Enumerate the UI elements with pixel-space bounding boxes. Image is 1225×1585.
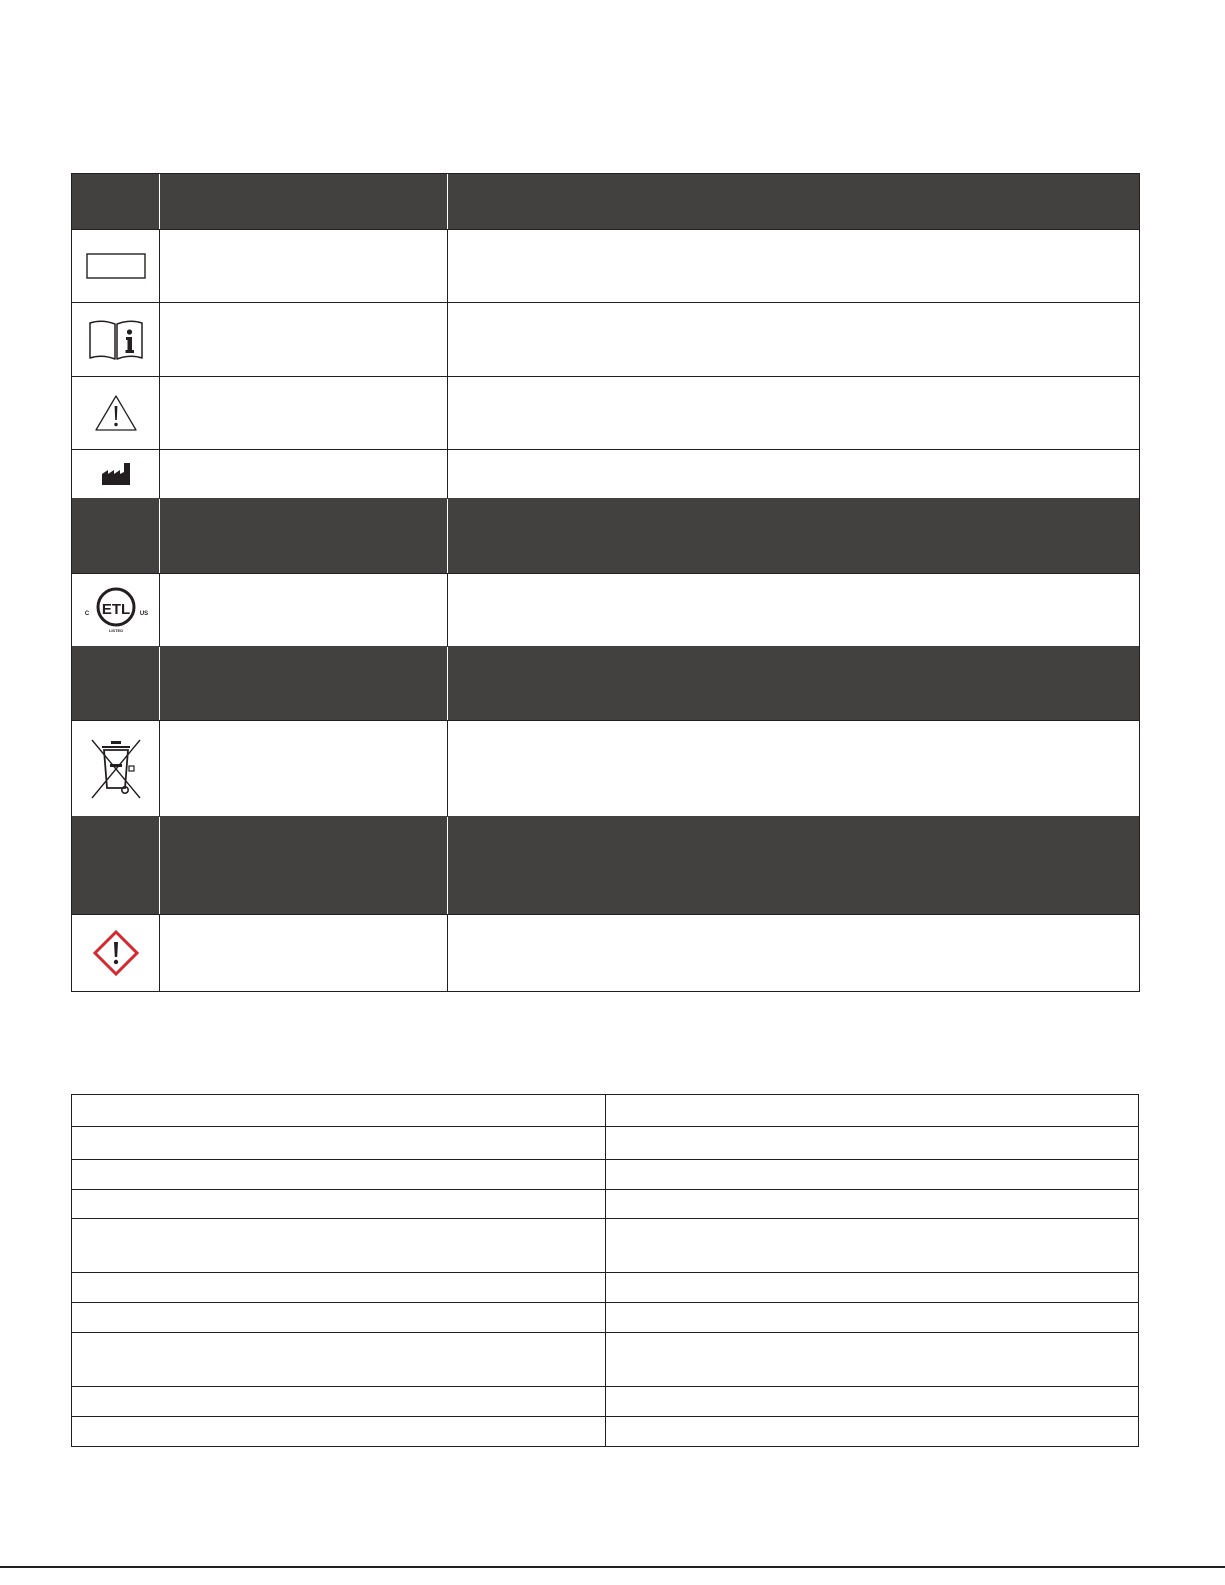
- spec-key: [72, 1303, 606, 1332]
- spec-key: [72, 1333, 606, 1386]
- spec-value: [606, 1190, 1138, 1218]
- symbols-table-header: [72, 174, 1139, 229]
- spec-row: [72, 1386, 1138, 1416]
- symbol-title: [160, 230, 448, 302]
- symbol-row: [72, 914, 1139, 991]
- spec-row: [72, 1189, 1138, 1218]
- section-description: [448, 647, 1139, 720]
- symbol-row: [72, 449, 1139, 498]
- spec-value: [606, 1095, 1138, 1126]
- symbols-table: [71, 173, 1140, 992]
- symbol-title: [160, 450, 448, 498]
- spec-value: [606, 1333, 1138, 1386]
- etl-mark-center-text: ETL: [101, 601, 130, 618]
- spec-value: [606, 1303, 1138, 1332]
- etl-mark-left-text: C: [84, 611, 89, 617]
- section-header-row: [72, 816, 1139, 914]
- ghs-exclamation-hazard-icon: [92, 929, 140, 977]
- rectangle-label-icon: [86, 253, 146, 279]
- spec-row: [72, 1218, 1138, 1272]
- spec-key: [72, 1095, 606, 1126]
- symbol-description: [448, 377, 1139, 449]
- symbol-row: [72, 376, 1139, 449]
- spec-key: [72, 1160, 606, 1189]
- symbol-title: [160, 574, 448, 646]
- specifications-table: [71, 1094, 1139, 1447]
- symbol-title: [160, 721, 448, 816]
- symbol-row: [72, 720, 1139, 816]
- spec-row: [72, 1302, 1138, 1332]
- spec-key: [72, 1417, 606, 1446]
- spec-value: [606, 1387, 1138, 1416]
- caution-triangle-icon: [94, 394, 138, 432]
- spec-row: [72, 1159, 1138, 1189]
- spec-value: [606, 1127, 1138, 1159]
- spec-value: [606, 1417, 1138, 1446]
- symbol-description: [448, 303, 1139, 376]
- consult-instructions-icon: [88, 319, 144, 361]
- spec-value: [606, 1219, 1138, 1272]
- manufacturer-factory-icon: [101, 462, 131, 486]
- spec-key: [72, 1127, 606, 1159]
- section-description: [448, 817, 1139, 914]
- spec-row: [72, 1416, 1138, 1446]
- symbol-title: [160, 915, 448, 991]
- symbol-description: [448, 450, 1139, 498]
- spec-key: [72, 1190, 606, 1218]
- section-title: [160, 817, 448, 914]
- section-title: [160, 647, 448, 720]
- spec-key: [72, 1219, 606, 1272]
- spec-value: [606, 1160, 1138, 1189]
- etl-mark-bottom-text: LISTED: [108, 628, 123, 633]
- spec-value: [606, 1273, 1138, 1302]
- spec-key: [72, 1387, 606, 1416]
- spec-row: [72, 1332, 1138, 1386]
- symbol-row: [72, 573, 1139, 646]
- section-header-row: [72, 646, 1139, 720]
- etl-listed-mark-icon: [81, 585, 151, 635]
- section-description: [448, 499, 1139, 573]
- symbol-description: [448, 915, 1139, 991]
- spec-key: [72, 1273, 606, 1302]
- header-title-cell: [160, 174, 448, 229]
- header-description-cell: [448, 174, 1139, 229]
- header-symbol-cell: [72, 174, 160, 229]
- spec-row: [72, 1126, 1138, 1159]
- section-title: [160, 499, 448, 573]
- symbol-row: [72, 229, 1139, 302]
- section-header-row: [72, 498, 1139, 573]
- spec-row: [72, 1272, 1138, 1302]
- etl-mark-right-text: US: [139, 611, 148, 617]
- symbol-description: [448, 721, 1139, 816]
- symbol-row: [72, 302, 1139, 376]
- symbol-description: [448, 574, 1139, 646]
- crossed-out-wheelie-bin-icon: [88, 738, 144, 800]
- symbol-description: [448, 230, 1139, 302]
- page-bottom-rule: [0, 1566, 1225, 1568]
- symbol-title: [160, 303, 448, 376]
- spec-row: [72, 1095, 1138, 1126]
- symbol-title: [160, 377, 448, 449]
